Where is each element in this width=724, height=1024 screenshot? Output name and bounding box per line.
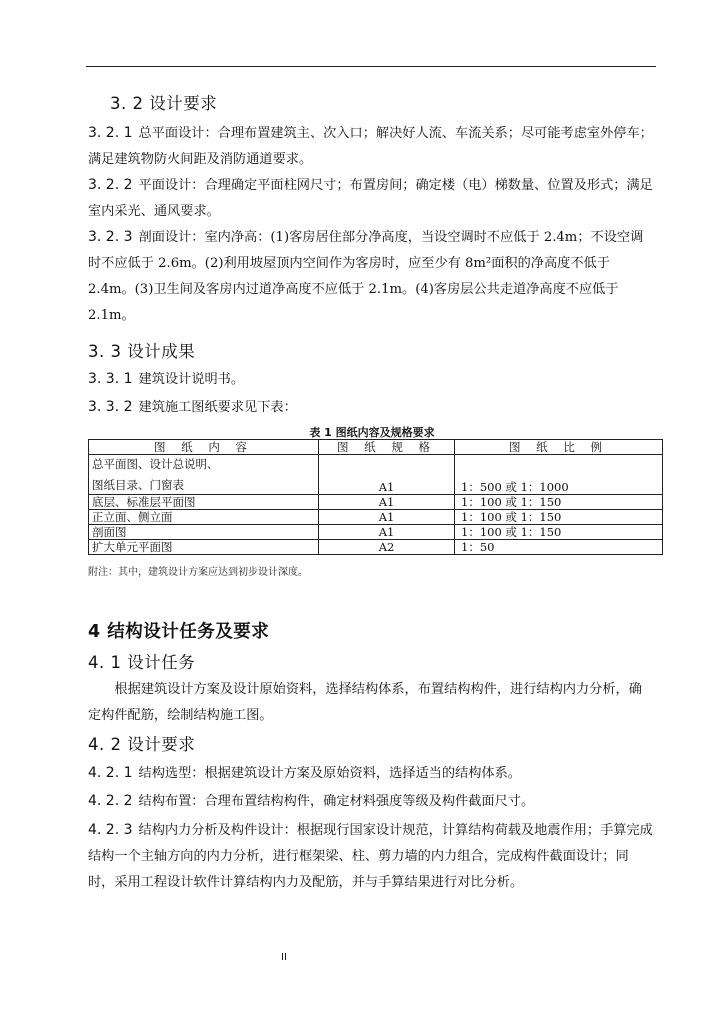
- item-4-2-3: [88, 817, 654, 896]
- table-header-row: [89, 440, 663, 455]
- table-row: [89, 455, 663, 495]
- item-text: 建筑设计说明书。: [138, 372, 245, 387]
- item-number: 4. 2. 1: [88, 765, 133, 781]
- item-3-2-1: [88, 120, 654, 173]
- row-content: 底层、标准层平面图: [89, 495, 319, 510]
- row-scale: 1：100 或 1：150: [455, 495, 663, 510]
- item-4-2-2: [88, 788, 654, 815]
- row-scale: 1：50: [455, 540, 663, 555]
- item-text: 建筑施工图纸要求见下表：: [138, 400, 297, 415]
- section-4-1-title: 4. 1 设计任务: [88, 653, 196, 672]
- item-3-2-3: [88, 224, 654, 329]
- row-spec: A1: [319, 525, 455, 540]
- row-scale: 1：100 或 1：150: [455, 510, 663, 525]
- row-scale: 1：100 或 1：150: [455, 525, 663, 540]
- header-rule: [86, 66, 656, 67]
- header-spec: 图 纸 规 格: [319, 440, 455, 455]
- table-row: [89, 495, 663, 510]
- table-row: [89, 525, 663, 540]
- row-spec: A1: [319, 455, 455, 495]
- item-number: 4. 2. 3: [88, 822, 133, 838]
- row-content: 扩大单元平面图: [89, 540, 319, 555]
- item-text: 结构选型：根据建筑设计方案及原始资料，选择适当的结构体系。: [138, 766, 521, 781]
- item-number: 3. 2. 1: [88, 125, 133, 141]
- item-text: 结构内力分析及构件设计：根据现行国家设计规范，计算结构荷载及地震作用；手算完成结构一个主轴方向的内力分析，进行框架梁、柱、剪力墙的内力组合，完成构件截面设计；同时，采用工程设计软件计算结构内力及配筋，并与手算结果进行对比分析。: [88, 823, 653, 890]
- item-number: 3. 3. 2: [88, 399, 133, 415]
- item-number: 3. 3. 1: [88, 371, 133, 387]
- item-text: 平面设计：合理确定平面柱网尺寸；布置房间；确定楼（电）梯数量、位置及形式；满足室内采光、通风要求。: [88, 178, 653, 219]
- table-row: [89, 510, 663, 525]
- item-number: 3. 2. 3: [88, 229, 133, 245]
- item-3-3-2: [88, 394, 654, 421]
- item-text: 总平面设计：合理布置建筑主、次入口；解决好人流、车流关系；尽可能考虑室外停车；满足建筑物防火间距及消防通道要求。: [88, 126, 653, 167]
- header-content: 图 纸 内 容: [89, 440, 319, 455]
- item-4-2-1: [88, 760, 654, 787]
- drawing-spec-table: [88, 439, 663, 555]
- section-4-1-text: 根据建筑设计方案及设计原始资料，选择结构体系，布置结构构件，进行结构内力分析，确定构件配筋，绘制结构施工图。: [88, 682, 642, 723]
- row-content: 正立面、侧立面: [89, 510, 319, 525]
- item-number: 4. 2. 2: [88, 793, 133, 809]
- row-content: 剖面图: [89, 525, 319, 540]
- page-number: II: [281, 952, 287, 963]
- item-text: 剖面设计：室内净高：(1)客房居住部分净高度，当设空调时不应低于 2.4m；不设空调时不应低于 2.6m。(2)利用坡屋顶内空间作为客房时，应至少有 8m²面积的净高度不低于 2.4m。(3)卫生间及客房内过道净高度不应低于 2.1m。(4)客房层公共走道净高度不应低于 2.1m。: [88, 230, 644, 323]
- section-3-2-title: 3. 2 设计要求: [110, 94, 218, 113]
- row-spec: A1: [319, 495, 455, 510]
- header-scale: 图 纸 比 例: [455, 440, 663, 455]
- row-spec: A1: [319, 510, 455, 525]
- table-caption: 表 1 图纸内容及规格要求: [309, 426, 435, 439]
- section-3-3-title: 3. 3 设计成果: [88, 342, 196, 361]
- item-3-2-2: [88, 172, 654, 225]
- item-text: 结构布置：合理布置结构构件，确定材料强度等级及构件截面尺寸。: [138, 794, 535, 809]
- section-4-2-title: 4. 2 设计要求: [88, 735, 196, 754]
- item-number: 3. 2. 2: [88, 177, 133, 193]
- row-content-line1: 总平面图、设计总说明、: [92, 457, 219, 471]
- row-scale: 1：500 或 1：1000: [455, 455, 663, 495]
- row-content-line2: 图纸目录、门窗表: [92, 478, 184, 492]
- table-note: 附注：其中，建筑设计方案应达到初步设计深度。: [88, 567, 308, 578]
- item-3-3-1: [88, 366, 654, 393]
- table-row: [89, 540, 663, 555]
- section-4-title: 4 结构设计任务及要求: [88, 622, 270, 642]
- row-spec: A2: [319, 540, 455, 555]
- row-content: [89, 455, 319, 495]
